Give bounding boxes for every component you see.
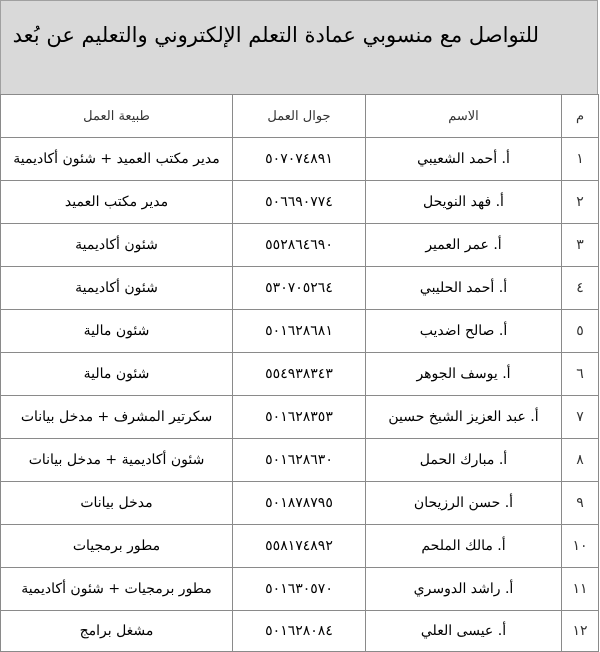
- work-phone: ٥٠١٦٢٨٣٥٣: [233, 396, 366, 439]
- row-number: ٨: [562, 439, 599, 482]
- work-phone: ٥٥٨١٧٤٨٩٢: [233, 525, 366, 568]
- employee-name: أ. عبد العزيز الشيخ حسين: [366, 396, 562, 439]
- table-row: [1, 439, 599, 482]
- table-row: [1, 138, 599, 181]
- table-row: [1, 353, 599, 396]
- table-row: [1, 482, 599, 525]
- work-phone: ٥٠١٦٢٨٦٣٠: [233, 439, 366, 482]
- job-description: مطور برمجيات + شئون أكاديمية: [1, 568, 233, 611]
- row-number: ٧: [562, 396, 599, 439]
- table-row: [1, 525, 599, 568]
- work-phone: ٥٠١٨٧٨٧٩٥: [233, 482, 366, 525]
- work-phone: ٥٣٠٧٠٥٢٦٤: [233, 267, 366, 310]
- row-number: ٣: [562, 224, 599, 267]
- employee-name: أ. راشد الدوسري: [366, 568, 562, 611]
- work-phone: ٥٥٢٨٦٤٦٩٠: [233, 224, 366, 267]
- work-phone: ٥٠١٦٢٨٠٨٤: [233, 611, 366, 652]
- page-title: للتواصل مع منسوبي عمادة التعلم الإلكتروني والتعليم عن بُعد: [12, 23, 539, 47]
- employee-name: أ. مالك الملحم: [366, 525, 562, 568]
- job-description: سكرتير المشرف + مدخل بيانات: [1, 396, 233, 439]
- row-number: ١: [562, 138, 599, 181]
- header-job: طبيعة العمل: [1, 95, 233, 138]
- table-row: [1, 267, 599, 310]
- row-number: ١٢: [562, 611, 599, 652]
- table-row: [1, 568, 599, 611]
- row-number: ٤: [562, 267, 599, 310]
- employee-name: أ. أحمد الحليبي: [366, 267, 562, 310]
- contacts-table: [0, 94, 599, 652]
- job-description: شئون أكاديمية: [1, 267, 233, 310]
- work-phone: ٥٥٤٩٣٨٣٤٣: [233, 353, 366, 396]
- table-row: [1, 224, 599, 267]
- job-description: شئون مالية: [1, 310, 233, 353]
- row-number: ٩: [562, 482, 599, 525]
- job-description: مدخل بيانات: [1, 482, 233, 525]
- title-banner: [0, 0, 598, 94]
- work-phone: ٥٠١٦٢٨٦٨١: [233, 310, 366, 353]
- employee-name: أ. صالح اضديب: [366, 310, 562, 353]
- job-description: مطور برمجيات: [1, 525, 233, 568]
- table-row: [1, 396, 599, 439]
- work-phone: ٥٠١٦٣٠٥٧٠: [233, 568, 366, 611]
- row-number: ١٠: [562, 525, 599, 568]
- employee-name: أ. أحمد الشعيبي: [366, 138, 562, 181]
- job-description: شئون مالية: [1, 353, 233, 396]
- employee-name: أ. يوسف الجوهر: [366, 353, 562, 396]
- job-description: شئون أكاديمية: [1, 224, 233, 267]
- header-name: الاسم: [366, 95, 562, 138]
- row-number: ٦: [562, 353, 599, 396]
- employee-name: أ. عمر العمير: [366, 224, 562, 267]
- row-number: ٥: [562, 310, 599, 353]
- row-number: ٢: [562, 181, 599, 224]
- employee-name: أ. حسن الرزيحان: [366, 482, 562, 525]
- table-row: [1, 611, 599, 652]
- work-phone: ٥٠٧٠٧٤٨٩١: [233, 138, 366, 181]
- header-phone: جوال العمل: [233, 95, 366, 138]
- header-num: م: [562, 95, 599, 138]
- employee-name: أ. عيسى العلي: [366, 611, 562, 652]
- table-row: [1, 310, 599, 353]
- job-description: مدير مكتب العميد: [1, 181, 233, 224]
- table-row: [1, 181, 599, 224]
- employee-name: أ. مبارك الحمل: [366, 439, 562, 482]
- table-header-row: [1, 95, 599, 138]
- job-description: مدير مكتب العميد + شئون أكاديمية: [1, 138, 233, 181]
- employee-name: أ. فهد النويحل: [366, 181, 562, 224]
- job-description: مشغل برامج: [1, 611, 233, 652]
- work-phone: ٥٠٦٦٩٠٧٧٤: [233, 181, 366, 224]
- job-description: شئون أكاديمية + مدخل بيانات: [1, 439, 233, 482]
- row-number: ١١: [562, 568, 599, 611]
